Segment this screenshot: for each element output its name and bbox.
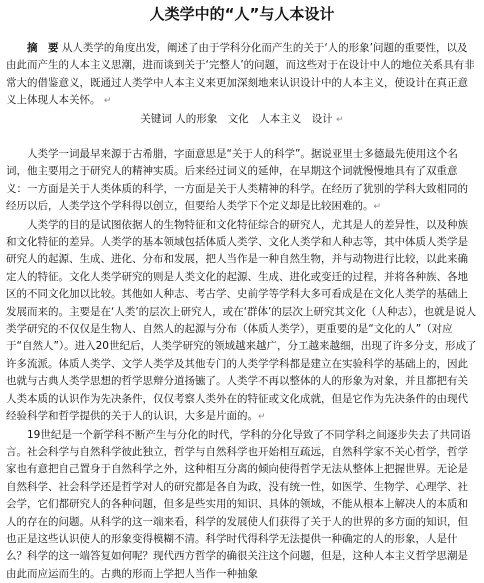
body-text (6, 146, 478, 583)
abstract-section (6, 40, 478, 129)
paragraph-1 (6, 146, 478, 217)
return-mark-icon: ↵ (258, 412, 266, 422)
paragraph-text: 人类学的目的是试图依据人的生物特征和文化特征综合的研究人，尤其是人的差异性，以及种族和文化特征的差异。人类学的基本领域包括体质人类学、文化人类学和人种志等，其中体质人类学是研究人的起源、生成、进化、分布和发展，把人当作是一种自然生物，并与动物进行比较，以此来确定人的特征。文化人类学研究的则是人类文化的起源、生成、进化或变迁的过程，并将各种族、各地区的不同文化加以比较。其他如人种志、考古学、史前学等学科大多可看成是在文化人类学的基础上发展而来的。主要是在‘人类’的层次上研究人，或在‘群体’的层次上研究其文化（人种志），也就是说人类学研究的不仅仅是生物人、自然人的起源与分布（体质人类学），更重要的是“文化的人”（对应于“自然人”）。进入20世纪后，人类学研究的领域越来越广，分工越来越细，出现了许多分支，形成了许多流派。体质人类学、文学人类学及其他专门的人类学学科都是建立在实验科学的基础上的，因此也就与古典人类学思想的哲学思辩分道扬镳了。人类学不再以整体的人的形象为对象，并且都把有关人类本质的认识作为先决条件，仅仅考察人类外在的特征或文化成就，但是它作为先决条件的由现代经验科学和哲学提供的关于人的认识，大多是片面的。 (6, 219, 477, 422)
keywords-text: 人的形象 文化 人本主义 设计 (175, 113, 333, 125)
abstract-text: 从人类学的角度出发，阐述了由于学科分化而产生的关于‘人的形象’问题的重要性，以及由此而产生的人本主义思潮，进而谈到关于‘完整人’的问题，而这些对于在设计中人的地位关系具有非常大的借鉴意义，既通过人类学中人本主义来更加深刻地来认识设计中的人本主义，使设计在真正意义上体现人本关怀。 (6, 42, 475, 106)
keywords-line (6, 111, 478, 129)
return-mark-icon: ↵ (336, 115, 344, 125)
abstract-paragraph (6, 40, 478, 111)
paragraph-text: 人类学一词最早来源于古希腊，字面意思是“关于人的科学”。据说亚里士多德最先使用这个名词，他主要用之于研究人的精神实质。后来经过词义的延伸，在早期这个词就慢慢地具有了双重意义：一方面是关于人类体质的科学，一方面是关于人类精神的科学。在经历了犹别的学科大致相同的经历以后，人类学这个学科得以创立，但要给人类学下个定义却是比较困难的。 (6, 148, 468, 212)
abstract-label: 摘 要 (27, 42, 59, 54)
return-mark-icon: ↵ (374, 202, 382, 212)
return-mark-icon: ↵ (104, 96, 112, 106)
keywords-label: 关键词 (140, 113, 172, 125)
paragraph-3 (6, 427, 478, 583)
document-title: 人类学中的“人”与人本设计 (0, 4, 484, 24)
paragraph-text: 19世纪是一个新学科不断产生与分化的时代，学科的分化导致了不同学科之间逐步失去了共同语言。社会科学与自然科学彼此独立，哲学与自然科学也开始相互疏远，自然科学家不关心哲学，哲学家也有意把自己置身于自然科学之外，这种相互分离的倾向使得哲学无法从整体上把握世界。无论是自然科学、社会科学还是哲学对人的研究都是各自为政，没有统一性，如医学、生物学、心理学、社会学，它们都研究人的各种问题，但多是些实用的知识、具体的领域，不能从根本上解决人的本质和人的存在的问题。从科学的这一端来看，科学的发展使人们获得了关于人的世界的多方面的知识，但也正是这些认识使人的形象变得模糊不清。科学时代得科学无法提供一种确定的人的形象，人是什么？科学的这一端答复如何呢？现代西方哲学的确很关注这个问题，但是，这种人本主义哲学思潮是由此而应运而生的。古典的形而上学把人当作一种抽象 (6, 429, 471, 580)
paragraph-2 (6, 217, 478, 427)
